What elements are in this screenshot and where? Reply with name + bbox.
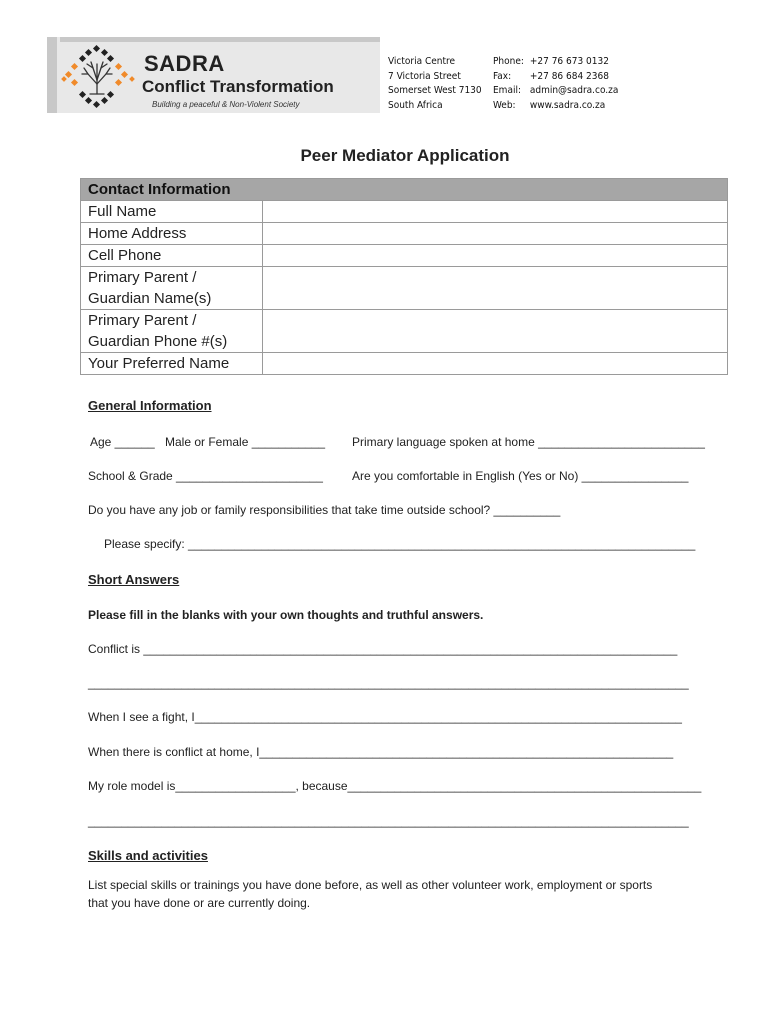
contact-web[interactable]: Web: www.sadra.co.za	[493, 99, 606, 111]
responsibilities-field[interactable]: Do you have any job or family responsibilities that take time outside school? __________	[88, 503, 561, 517]
guardian-name-field[interactable]	[263, 267, 728, 310]
conflict-at-home-field[interactable]: When there is conflict at home, I______________________________________________________________	[88, 745, 674, 759]
english-comfort-field[interactable]: Are you comfortable in English (Yes or No) ________________	[352, 469, 689, 483]
contact-information-table	[80, 178, 728, 375]
address-line: South Africa	[388, 99, 443, 111]
sadra-tree-logo-icon	[60, 44, 138, 110]
row-label: Primary Parent / Guardian Phone #(s)	[81, 310, 263, 353]
table-heading: Contact Information	[81, 179, 728, 201]
skills-heading: Skills and activities	[88, 848, 208, 863]
short-answers-instruction: Please fill in the blanks with your own thoughts and truthful answers.	[88, 608, 484, 622]
role-model-continuation-field[interactable]: __________________________________________________________________________________________	[88, 814, 689, 828]
table-row	[81, 223, 728, 245]
age-field[interactable]: Age ______	[90, 435, 155, 449]
general-information-heading: General Information	[88, 398, 212, 413]
gender-field[interactable]: Male or Female ___________	[165, 435, 326, 449]
contact-details	[493, 55, 618, 113]
table-row	[81, 267, 728, 310]
brand-subtitle: Conflict Transformation	[142, 77, 334, 96]
contact-email[interactable]: Email: admin@sadra.co.za	[493, 85, 619, 96]
page-title: Peer Mediator Application	[300, 146, 510, 165]
preferred-name-field[interactable]	[263, 353, 728, 375]
skills-instruction: List special skills or trainings you have done before, as well as other volunteer work, employment or sports that you have done or are currently doing.	[88, 878, 653, 910]
brand-name: SADRA	[144, 51, 225, 76]
contact-phone: Phone: +27 76 673 0132	[493, 56, 609, 67]
address-line: 7 Victoria Street	[388, 70, 461, 82]
row-label: Full Name	[81, 201, 263, 223]
home-address-field[interactable]	[263, 223, 728, 245]
row-label: Cell Phone	[81, 245, 263, 267]
short-answers-heading: Short Answers	[88, 572, 180, 587]
guardian-phone-field[interactable]	[263, 310, 728, 353]
banner-left-bar	[47, 37, 57, 113]
conflict-continuation-field[interactable]: __________________________________________________________________________________________	[88, 676, 689, 690]
banner-top-bar	[60, 37, 380, 42]
table-row	[81, 201, 728, 223]
conflict-is-field[interactable]: Conflict is ________________________________________________________________________________	[88, 642, 678, 656]
row-label: Your Preferred Name	[81, 353, 263, 375]
full-name-field[interactable]	[263, 201, 728, 223]
table-header-row	[81, 179, 728, 201]
brand-tagline: Building a peaceful & Non-Violent Society	[152, 100, 300, 109]
row-label: Primary Parent / Guardian Name(s)	[81, 267, 263, 310]
specify-field[interactable]: Please specify: ____________________________________________________________________________	[104, 537, 696, 551]
row-label: Home Address	[81, 223, 263, 245]
table-row	[81, 353, 728, 375]
cell-phone-field[interactable]	[263, 245, 728, 267]
role-model-field[interactable]: My role model is__________________, because_____________________________________________________	[88, 779, 702, 793]
contact-fax: Fax: +27 86 684 2368	[493, 70, 609, 82]
fight-field[interactable]: When I see a fight, I_________________________________________________________________________	[88, 710, 682, 724]
table-row	[81, 245, 728, 267]
language-field[interactable]: Primary language spoken at home _________________________	[352, 435, 705, 449]
postal-address	[388, 55, 482, 113]
school-grade-field[interactable]: School & Grade ______________________	[88, 469, 323, 483]
address-line: Somerset West 7130	[388, 85, 482, 96]
address-line: Victoria Centre	[388, 56, 456, 67]
table-row	[81, 310, 728, 353]
